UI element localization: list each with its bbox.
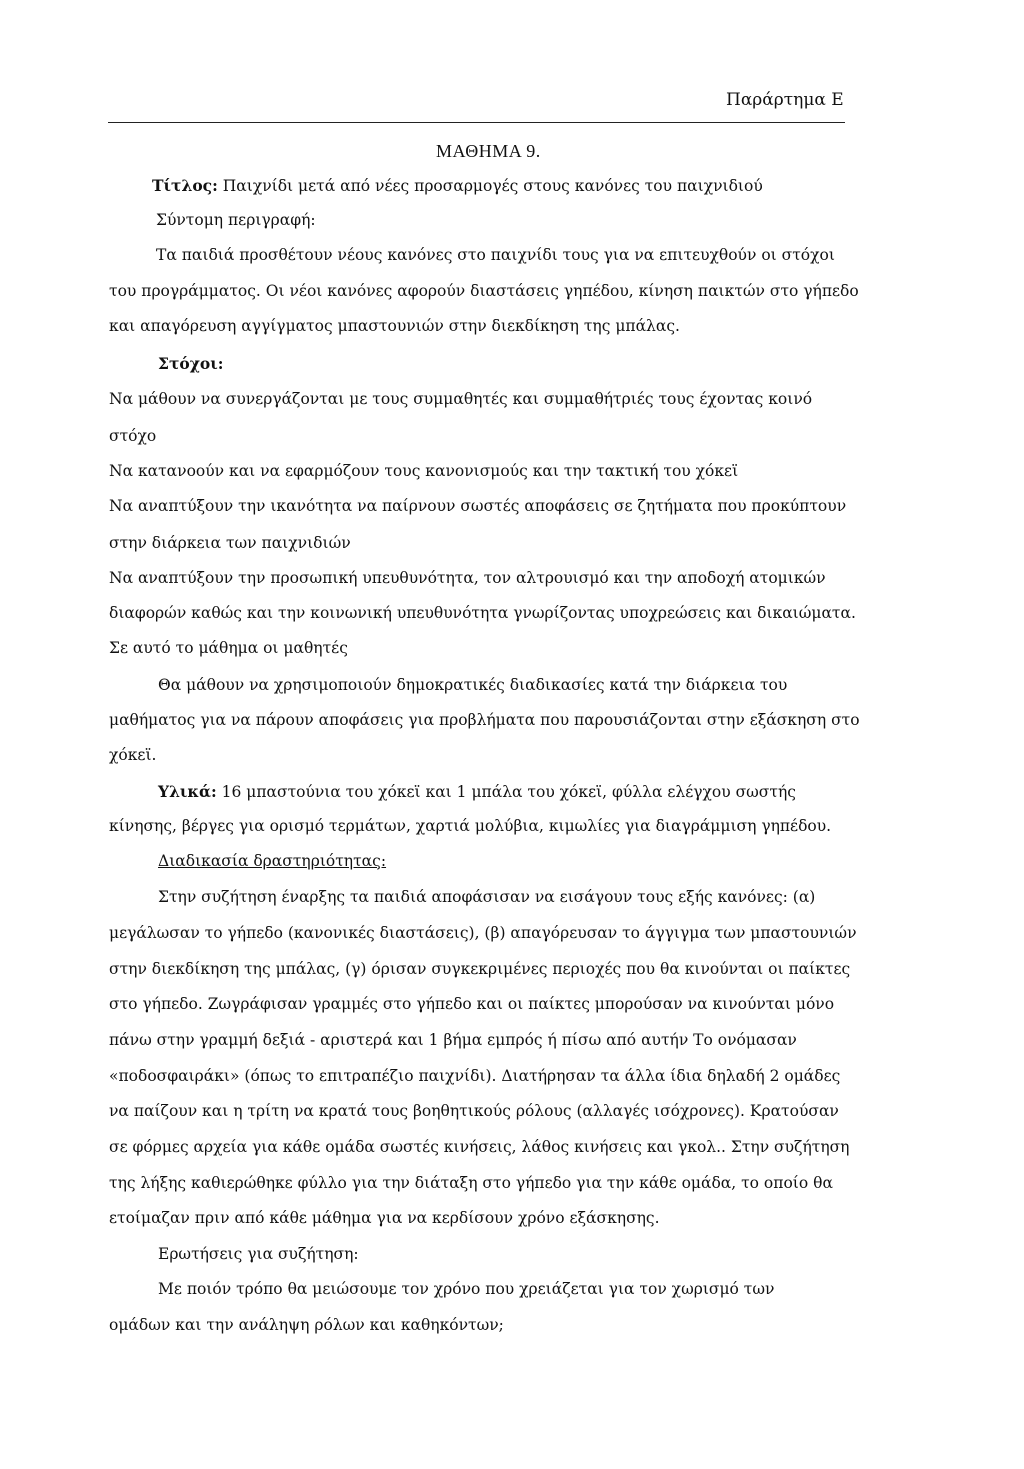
question-line: ομάδων και την ανάληψη ρόλων και καθηκόντων; xyxy=(109,1316,504,1334)
goal-line: Να κατανοούν και να εφαρμόζουν τους κανονισμούς και την τακτική του χόκεϊ xyxy=(109,462,739,480)
materials-label: Υλικά: xyxy=(158,782,217,801)
students-intro: Σε αυτό το μάθημα οι μαθητές xyxy=(109,639,348,657)
summary-line: και απαγόρευση αγγίγματος μπαστουνιών στην διεκδίκηση της μπάλας. xyxy=(109,317,680,335)
title-text: Παιχνίδι μετά από νέες προσαρμογές στους κανόνες του παιχνιδιού xyxy=(217,177,763,195)
procedure-line: σε φόρμες αρχεία για κάθε ομάδα σωστές κινήσεις, λάθος κινήσεις και γκολ.. Στην συζήτηση xyxy=(109,1138,850,1156)
title-label: Τίτλος: xyxy=(152,176,218,195)
procedure-line: στην διεκδίκηση της μπάλας, (γ) όρισαν συγκεκριμένες περιοχές που θα κινούνται οι παίκτες xyxy=(109,960,851,978)
goal-line: διαφορών καθώς και την κοινωνική υπευθυνότητα γνωρίζοντας υποχρεώσεις και δικαιώματα. xyxy=(109,604,856,622)
goal-line: στην διάρκεια των παιχνιδιών xyxy=(109,534,351,552)
procedure-line: ετοίμαζαν πριν από κάθε μάθημα για να κερδίσουν χρόνο εξάσκησης. xyxy=(109,1209,660,1227)
students-line: Θα μάθουν να χρησιμοποιούν δημοκρατικές διαδικασίες κατά την διάρκεια του xyxy=(158,676,788,694)
lesson-title: ΜΑΘΗΜΑ 9. xyxy=(436,141,541,161)
summary-line: του προγράμματος. Οι νέοι κανόνες αφορούν διαστάσεις γηπέδου, κίνηση παικτών στο γήπεδο xyxy=(109,282,859,300)
materials-text: 16 μπαστούνια του χόκεϊ και 1 μπάλα του χόκεϊ, φύλλα ελέγχου σωστής xyxy=(216,783,796,801)
goal-line: Να αναπτύξουν την προσωπική υπευθυνότητα, τον αλτρουισμό και την αποδοχή ατομικών xyxy=(109,569,826,587)
goal-line: Να αναπτύξουν την ικανότητα να παίρνουν σωστές αποφάσεις σε ζητήματα που προκύπτουν xyxy=(109,497,847,515)
questions-heading: Ερωτήσεις για συζήτηση: xyxy=(158,1245,359,1263)
students-line: χόκεϊ. xyxy=(109,746,157,764)
procedure-line: της λήξης καθιερώθηκε φύλλο για την διάταξη στο γήπεδο για την κάθε ομάδα, το οποίο θα xyxy=(109,1174,833,1192)
procedure-line: «ποδοσφαιράκι» (όπως το επιτραπέζιο παιχνίδι). Διατήρησαν τα άλλα ίδια δηλαδή 2 ομάδες xyxy=(109,1067,841,1085)
summary-heading: Σύντομη περιγραφή: xyxy=(156,211,316,229)
appendix-label: Παράρτημα Ε xyxy=(726,90,844,110)
goal-line: Να μάθουν να συνεργάζονται με τους συμμαθητές και συμμαθήτριές τους έχοντας κοινό xyxy=(109,390,813,408)
procedure-line: πάνω στην γραμμή δεξιά - αριστερά και 1 βήμα εμπρός ή πίσω από αυτήν Το ονόμασαν xyxy=(109,1031,797,1049)
title-line xyxy=(152,178,763,195)
header-rule xyxy=(108,122,845,123)
materials-line xyxy=(158,784,796,801)
procedure-line: στο γήπεδο. Ζωγράφισαν γραμμές στο γήπεδο και οι παίκτες μπορούσαν να κινούνται μόνο xyxy=(109,995,835,1013)
goal-line: στόχο xyxy=(109,427,157,445)
procedure-line: να παίζουν και η τρίτη να κρατά τους βοηθητικούς ρόλους (αλλαγές ισόχρονες). Κρατούσαν xyxy=(109,1102,839,1120)
goals-heading: Στόχοι: xyxy=(158,354,224,373)
students-line: μαθήματος για να πάρουν αποφάσεις για προβλήματα που παρουσιάζονται στην εξάσκηση στο xyxy=(109,711,860,729)
summary-line: Τα παιδιά προσθέτουν νέους κανόνες στο παιχνίδι τους για να επιτευχθούν οι στόχοι xyxy=(156,246,835,264)
procedure-line: μεγάλωσαν το γήπεδο (κανονικές διαστάσεις), (β) απαγόρευσαν το άγγιγμα των μπαστουνιών xyxy=(109,924,857,942)
procedure-heading: Διαδικασία δραστηριότητας: xyxy=(158,852,387,870)
question-line: Με ποιόν τρόπο θα μειώσουμε τον χρόνο που χρειάζεται για τον χωρισμό των xyxy=(158,1280,775,1298)
materials-line: κίνησης, βέργες για ορισμό τερμάτων, χαρτιά μολύβια, κιμωλίες για διαγράμμιση γηπέδου. xyxy=(109,817,832,835)
procedure-line: Στην συζήτηση έναρξης τα παιδιά αποφάσισαν να εισάγουν τους εξής κανόνες: (α) xyxy=(158,888,816,906)
